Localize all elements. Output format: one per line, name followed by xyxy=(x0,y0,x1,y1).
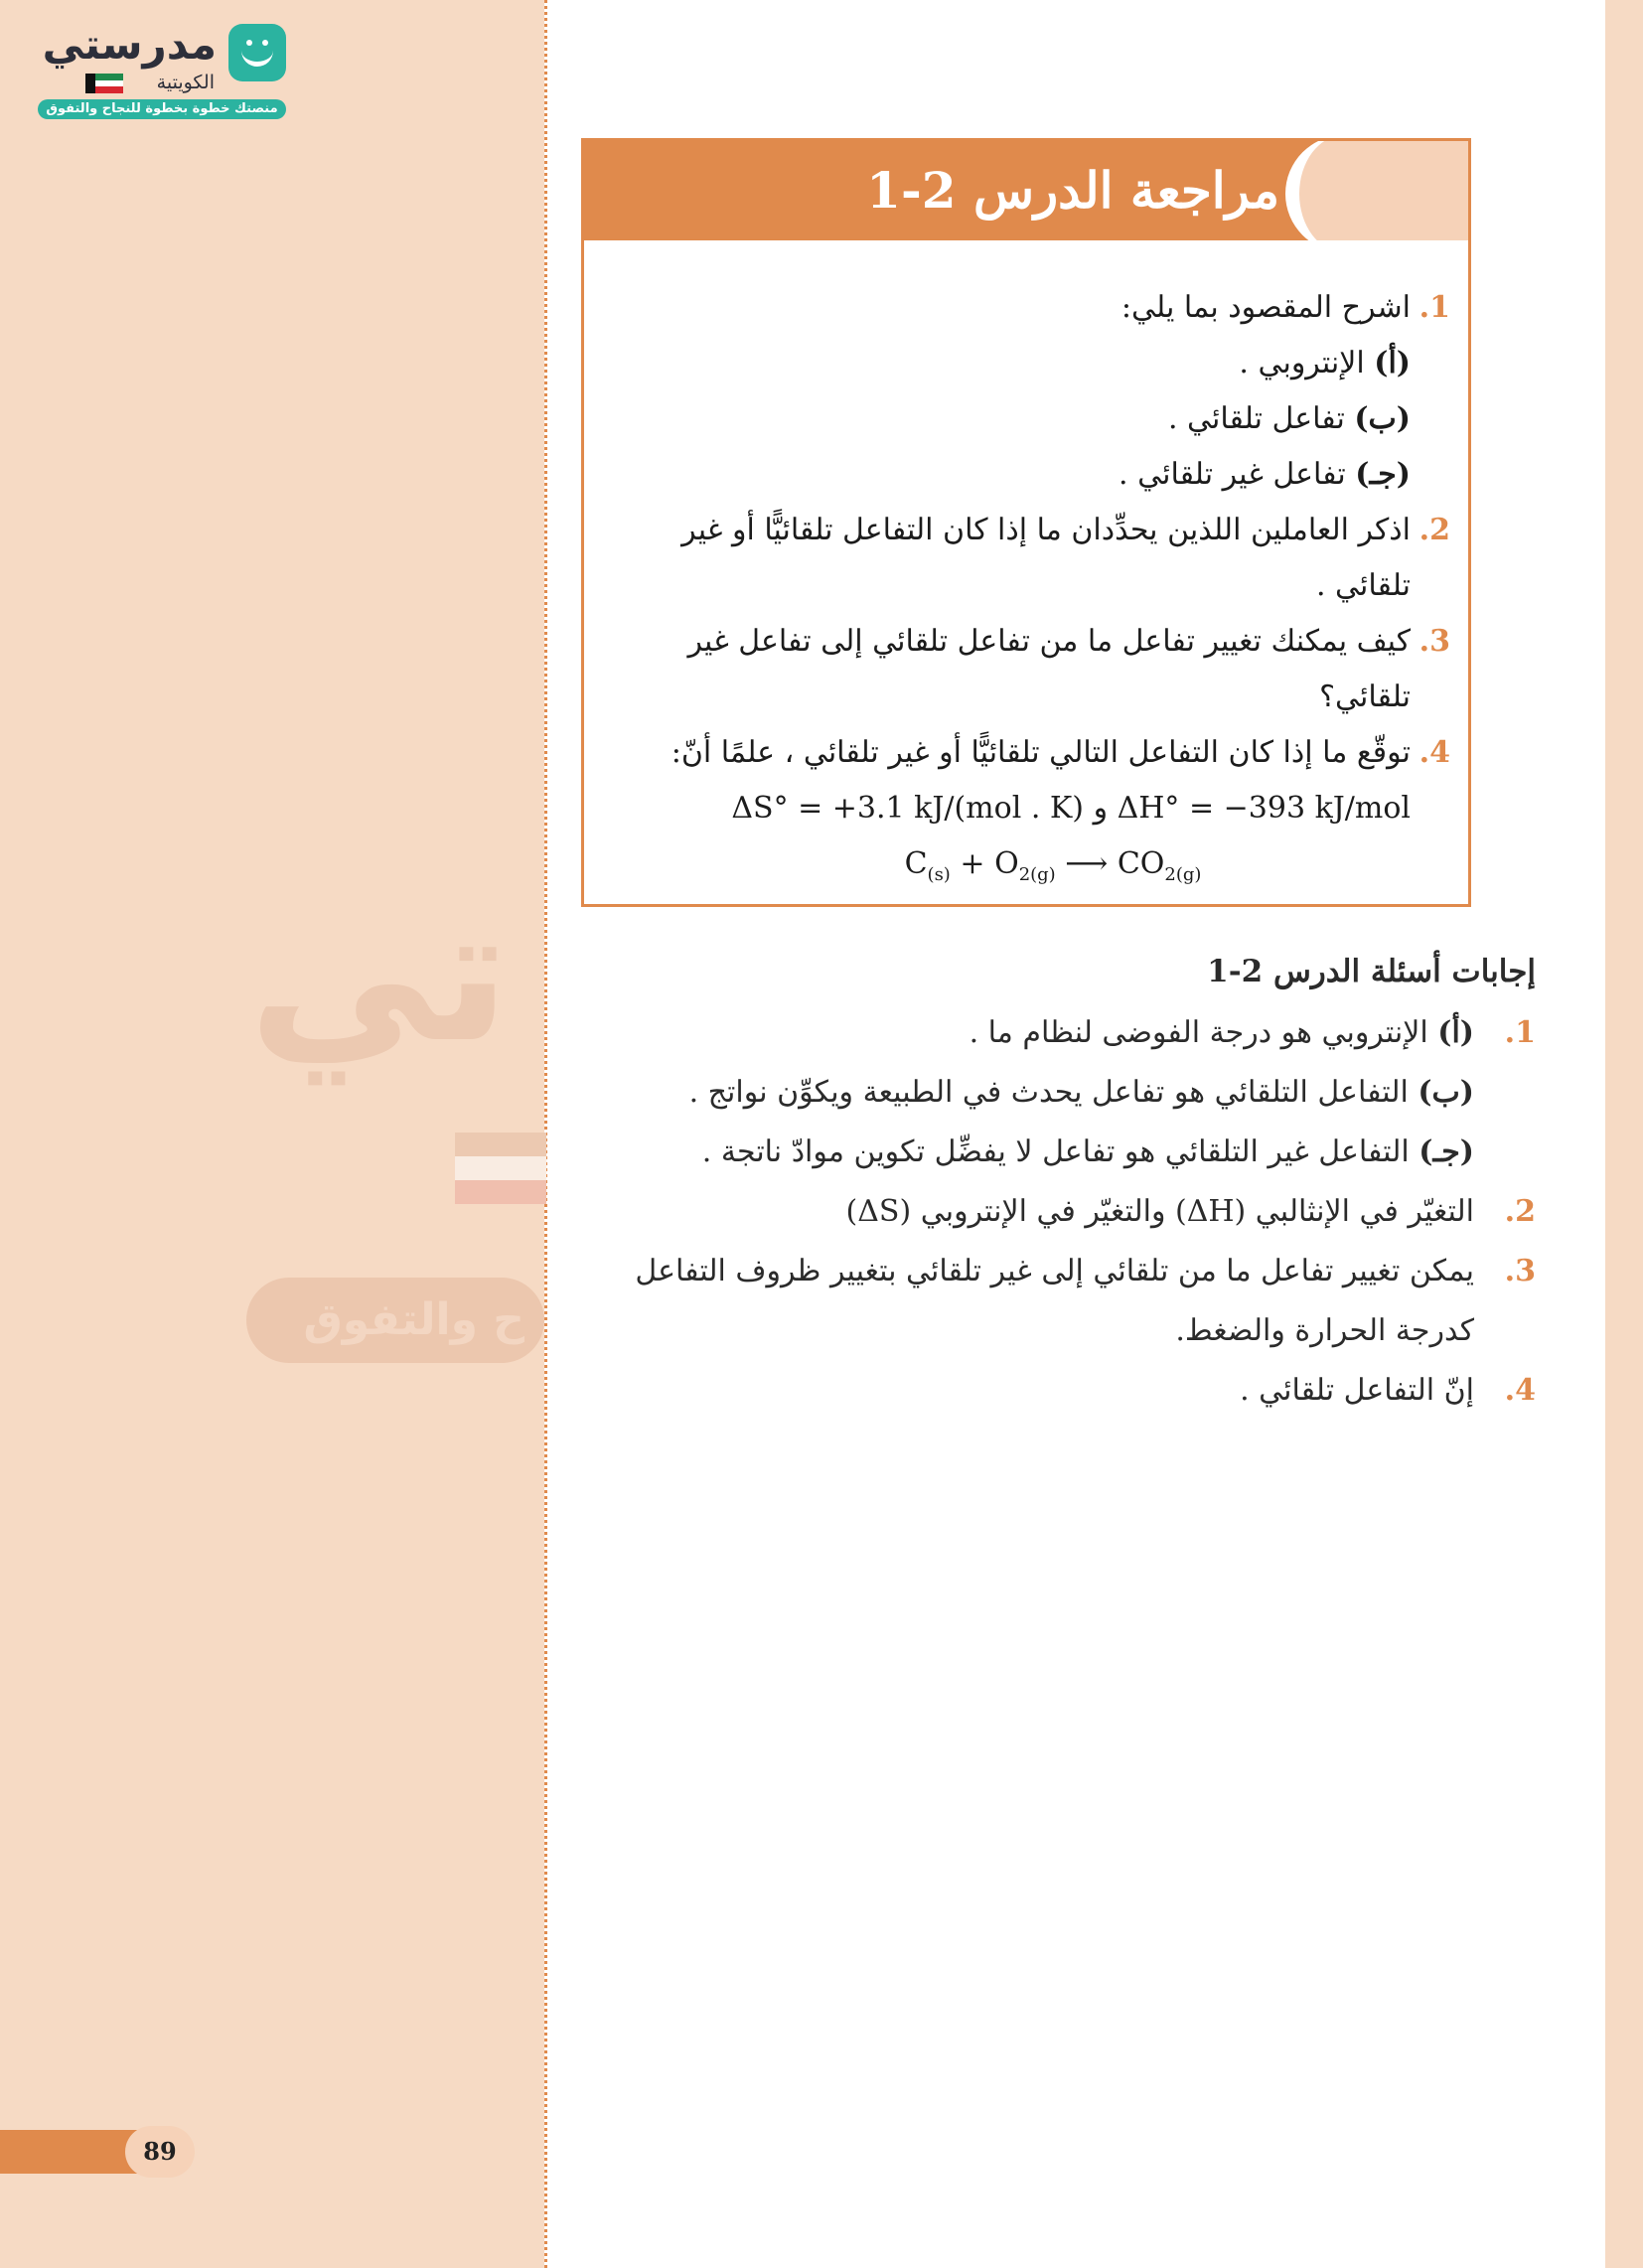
answer-1-sub-c: (جـ) التفاعل غير التلقائي هو تفاعل لا يفضِّل تكوين موادّ ناتجة . xyxy=(701,1134,1474,1169)
lesson-review-box xyxy=(581,138,1471,907)
question-text: كيف يمكنك تغيير تفاعل ما من تفاعل تلقائي إلى تفاعل غير تلقائي؟ xyxy=(687,624,1411,714)
logo-tagline: منصتك خطوة بخطوة للنجاح والتفوق xyxy=(38,99,286,119)
answer-1-sub-b: (ب) التفاعل التلقائي هو تفاعل يحدث في الطبيعة ويكوِّن نواتج . xyxy=(688,1075,1474,1110)
header-tab-shape xyxy=(1285,141,1468,240)
answer-number: 2. xyxy=(1504,1194,1536,1229)
site-logo[interactable] xyxy=(38,20,286,123)
question-1-sub-c: (جـ) تفاعل غير تلقائي . xyxy=(1119,457,1411,492)
right-margin-strip xyxy=(1605,0,1643,2268)
question-number: 4. xyxy=(1419,735,1450,770)
watermark-tagline: ح والتفوق xyxy=(246,1278,544,1363)
answer-3: 3. يمكن تغيير تفاعل ما من تلقائي إلى غير تلقائي بتغيير ظروف التفاعل كدرجة الحرارة والضغط. xyxy=(562,1242,1536,1361)
answer-number: 4. xyxy=(1504,1373,1536,1408)
answers-title: إجابات أسئلة الدرس 2-1 xyxy=(1207,954,1536,989)
question-number: 2. xyxy=(1419,513,1450,547)
answer-1: 1. (أ) الإنتروبي هو درجة الفوضى لنظام ما . xyxy=(562,1003,1536,1063)
logo-subtitle: الكويتية xyxy=(156,72,215,93)
thermo-values xyxy=(616,781,1450,836)
page-number-bar xyxy=(0,2130,139,2174)
watermark-flag-icon xyxy=(455,1133,546,1204)
answer-4: 4. إنّ التفاعل تلقائي . xyxy=(562,1361,1536,1421)
question-1-sub-a: (أ) الإنتروبي . xyxy=(1239,346,1411,380)
kuwait-flag-icon xyxy=(85,74,123,93)
answer-number: 3. xyxy=(1504,1254,1536,1288)
page-number: 89 xyxy=(125,2126,195,2178)
question-text: اذكر العاملين اللذين يحدِّدان ما إذا كان التفاعل تلقائيًّا أو غير تلقائي . xyxy=(681,513,1411,603)
question-2 xyxy=(616,503,1450,614)
question-number: 3. xyxy=(1419,624,1450,659)
answer-number: 1. xyxy=(1504,1015,1536,1050)
question-4 xyxy=(616,725,1450,781)
question-1-sub-b: (ب) تفاعل تلقائي . xyxy=(1167,401,1411,436)
review-title: مراجعة الدرس 2-1 xyxy=(866,161,1279,220)
answers-section xyxy=(562,942,1536,1421)
question-number: 1. xyxy=(1419,290,1450,325)
question-text: اشرح المقصود بما يلي: xyxy=(1120,290,1411,325)
enthalpy-value: ΔH° = −393 kJ/mol xyxy=(1117,791,1411,826)
reaction-equation: $C_{(s)} + O_{2(g)}$ ⟶ $CO_{2(g)}$ xyxy=(904,846,1202,885)
review-header xyxy=(584,141,1468,240)
logo-name: مدرستي xyxy=(42,20,217,69)
entropy-value: ΔS° = +3.1 kJ/(mol . K) xyxy=(731,791,1085,826)
and-word: و xyxy=(1093,791,1109,826)
review-questions xyxy=(616,280,1450,903)
question-1 xyxy=(616,280,1450,336)
logo-smile-icon xyxy=(228,24,286,81)
question-3 xyxy=(616,614,1450,725)
question-text: توقّع ما إذا كان التفاعل التالي تلقائيًّا أو غير تلقائي ، علمًا أنّ: xyxy=(671,735,1411,770)
watermark-text: تي xyxy=(248,864,511,1084)
answer-2: 2. التغيّر في الإنثالبي (ΔH) والتغيّر في الإنتروبي (ΔS) xyxy=(562,1182,1536,1242)
